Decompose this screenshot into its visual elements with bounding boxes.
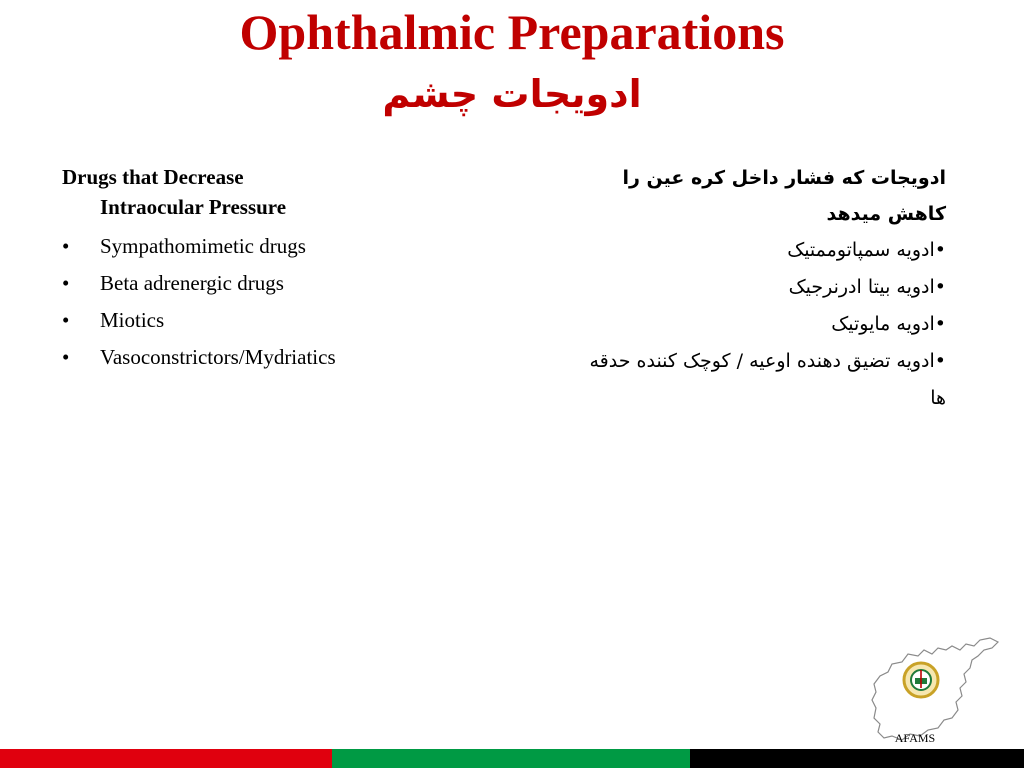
footer-bar-red: [0, 749, 332, 768]
list-item: •ادویه سمپاتوممتیک: [787, 239, 946, 261]
bullet-icon: •: [62, 345, 70, 369]
afams-label: AFAMS: [894, 731, 936, 745]
slide-title-persian: ادویجات چشم: [382, 72, 642, 116]
list-item-label: Miotics: [100, 308, 165, 332]
bullet-icon: •: [62, 271, 70, 295]
list-item-label: Vasoconstrictors/Mydriatics: [100, 345, 336, 369]
list-item-label: Beta adrenergic drugs: [100, 271, 284, 295]
bullet-icon: •: [62, 308, 70, 332]
list-item: •ادویه بیتا ادرنرجیک: [788, 276, 946, 298]
list-item-label: Sympathomimetic drugs: [100, 234, 306, 258]
english-heading: [62, 162, 462, 222]
persian-heading: ادویجات که فشار داخل کره عین را کاهش میدهد: [622, 167, 946, 225]
english-content: [62, 162, 462, 376]
list-item: [62, 302, 462, 339]
english-heading-line2: Intraocular Pressure: [100, 195, 287, 219]
slide-title: Ophthalmic Preparations: [239, 4, 785, 60]
footer-color-bar: [0, 749, 1024, 768]
english-bullet-list: [62, 228, 462, 376]
english-heading-line1: Drugs that Decrease: [62, 165, 244, 189]
footer-bar-green: [332, 749, 690, 768]
list-item: •ادویه تضیق دهنده اوعیه / کوچک کننده حدقه ها: [589, 350, 946, 409]
list-item: •ادویه مایوتیک: [831, 313, 946, 335]
footer-bar-black: [690, 749, 1024, 768]
bullet-icon: •: [62, 234, 70, 258]
persian-bullet-list: [580, 232, 946, 417]
list-item: [62, 228, 462, 265]
list-item: [62, 339, 462, 376]
list-item: [62, 265, 462, 302]
persian-content: [580, 160, 946, 417]
